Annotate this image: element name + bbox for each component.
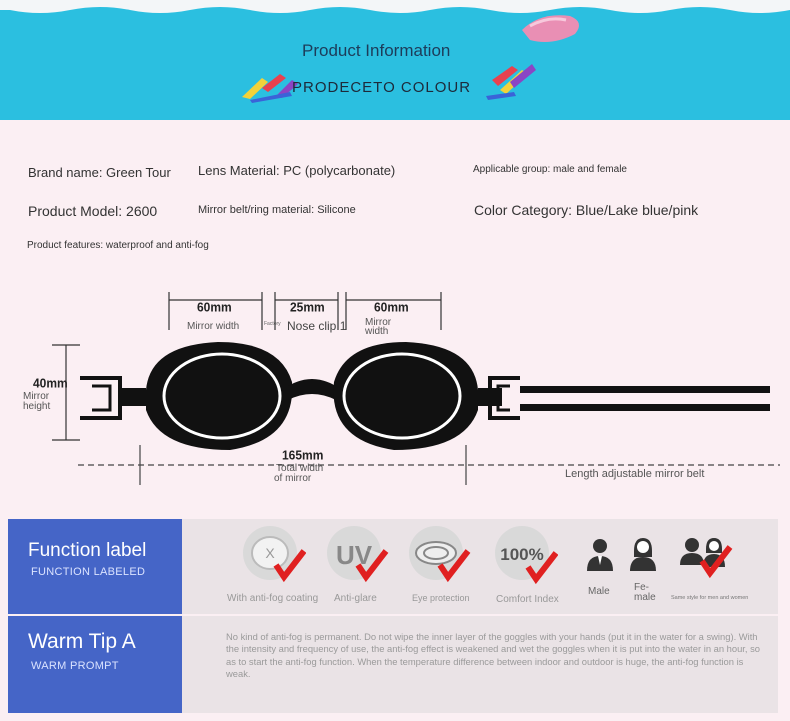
anti-glare-label: Anti-glare — [334, 593, 377, 604]
total-dim: 165mm — [282, 447, 324, 463]
spec-group: Applicable group: male and female — [473, 164, 627, 175]
spec-belt: Mirror belt/ring material: Silicone — [198, 204, 356, 216]
eye-protection-label: Eye protection — [412, 593, 470, 603]
anti-fog-label: With anti-fog coating — [227, 593, 319, 604]
female-label-1: Fe- — [634, 582, 649, 593]
spec-color: Color Category: Blue/Lake blue/pink — [474, 202, 699, 218]
tip-text: No kind of anti-fog is permanent. Do not wipe the inner layer of the goggles with your hands (put it in the water for a swing). With the intensity and frequency of use, the anti-fog effect is weakened and wet the goggles when it is put into the water in an hour, so as to start the anti-fog function. When the temperature difference between indoor and outdoor is huge, the anti-fog function is weak. — [226, 631, 761, 680]
belt-label: Length adjustable mirror belt — [565, 468, 705, 480]
factory-label: Factory — [264, 321, 281, 327]
nose-label: Nose clip 1 — [287, 319, 347, 333]
mirror-width-label: Mirror width — [187, 321, 240, 332]
function-title: Function label — [28, 540, 147, 561]
comfort-glyph: 100% — [500, 545, 544, 564]
spec-features: Product features: waterproof and anti-fog — [27, 240, 209, 251]
unisex-icon — [678, 535, 744, 579]
nose-dim: 25mm — [290, 299, 325, 315]
female-label-2: male — [634, 592, 656, 603]
mirror-width-dim: 60mm — [197, 299, 232, 315]
comfort-icon — [490, 525, 558, 589]
function-panel — [8, 519, 778, 614]
header-banner — [0, 0, 790, 120]
height-label-2: height — [23, 401, 51, 412]
function-subtitle: FUNCTION LABELED — [31, 566, 146, 578]
total-label-2: of mirror — [274, 473, 312, 484]
uv-icon — [322, 525, 390, 589]
tip-title: Warm Tip A — [28, 630, 136, 653]
spec-brand: Brand name: Green Tour — [28, 165, 171, 180]
spec-lens: Lens Material: PC (polycarbonate) — [198, 163, 396, 178]
anti-fog-glyph: X — [265, 545, 275, 561]
male-icon — [585, 537, 615, 573]
tip-subtitle: WARM PROMPT — [31, 660, 119, 672]
mirror-width2-label-1: Mirror — [365, 317, 392, 328]
function-tag — [8, 519, 182, 614]
unisex-label: Same style for men and women — [671, 595, 749, 601]
eye-protection-icon — [404, 525, 472, 589]
mirror-width2-label-2: width — [365, 326, 389, 337]
uv-glyph: UV — [335, 540, 373, 570]
height-dim: 40mm — [33, 375, 68, 391]
tip-tag — [8, 616, 182, 713]
header-subtitle: PRODECETO COLOUR — [292, 79, 472, 96]
female-icon — [628, 537, 658, 573]
anti-fog-icon — [238, 525, 306, 589]
comfort-label: Comfort Index — [496, 594, 559, 605]
height-dimension-line — [52, 345, 80, 440]
total-label-1: Total width — [276, 463, 324, 474]
male-label: Male — [588, 586, 610, 597]
goggles-diagram — [0, 290, 790, 500]
spec-model: Product Model: 2600 — [28, 203, 158, 219]
mirror-width2-dim: 60mm — [374, 299, 409, 315]
header-title: Product Information — [302, 41, 451, 60]
height-label-1: Mirror — [23, 391, 50, 402]
